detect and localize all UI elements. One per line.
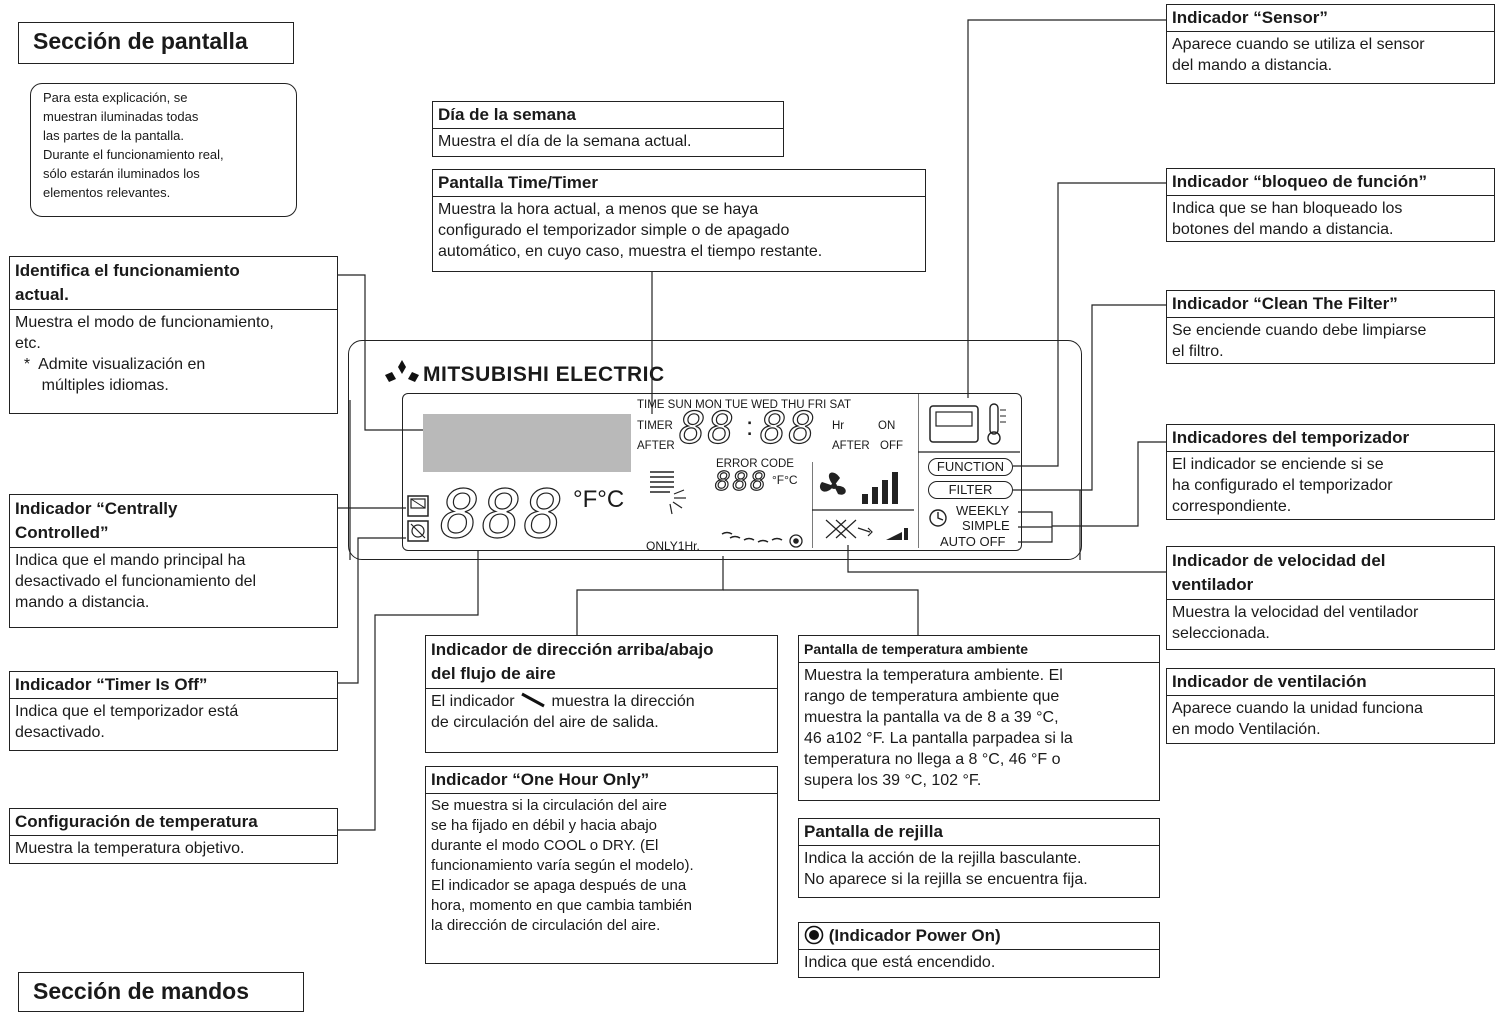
label-title: Día de la semana [433,102,783,129]
time-minutes-digits: 88 [760,403,817,454]
room-temp-digits: 888 [715,467,768,497]
label-line: temperatura no llega a 8 °C, 46 °F o [804,751,1061,768]
label-body: Indica que está encendido. [804,954,996,971]
label-line: ventilador [1172,575,1254,594]
label-line: Identifica el funcionamiento [15,261,240,280]
brand-name: MITSUBISHI ELECTRIC [423,363,665,386]
label-line: muestra la pantalla va de 8 a 39 °C, [804,709,1059,726]
weekday-labels: TIME SUN MON TUE WED THU FRI SAT [637,399,852,411]
label-function-lock [1166,168,1495,242]
label-line: múltiples idiomas. [15,377,169,394]
auto-off-label: AUTO OFF [940,534,1006,549]
label-centrally-controlled [9,494,338,628]
label-line: funcionamiento varía según el modelo). [431,857,694,874]
label-title: Indicadores del temporizador [1167,425,1494,452]
label-line: Indicador de dirección arriba/abajo [431,640,714,659]
off-label: OFF [880,440,903,452]
label-line: durante el modo COOL o DRY. (El [431,837,659,854]
label-identifica [9,256,338,414]
time-hours-digits: 88 [679,403,736,454]
label-power-on [798,922,1160,978]
label-line: en modo Ventilación. [1172,721,1321,738]
label-line: Muestra la temperatura ambiente. El [804,667,1063,684]
label-body [10,548,337,615]
label-line: mando a distancia. [15,594,150,611]
label-line: de circulación del aire de salida. [431,714,659,731]
label-line: el filtro. [1172,343,1224,360]
label-body [1167,32,1494,78]
hr-label: Hr [832,420,845,432]
note-line: muestran iluminadas todas [43,109,199,124]
label-line: 46 a102 °F. La pantalla parpadea si la [804,730,1073,747]
label-line: Aparece cuando se utiliza el sensor [1172,36,1425,53]
label-line: del flujo de aire [431,664,556,683]
label-body [1167,696,1494,742]
label-line: Indica la acción de la rejilla basculante. [804,850,1082,867]
function-lock-indicator: FUNCTION [928,458,1013,476]
label-line [431,691,772,712]
label-body [10,699,337,745]
label-title: Pantalla de temperatura ambiente [799,636,1159,663]
label-line: del mando a distancia. [1172,57,1333,74]
label-line: Se enciende cuando debe limpiarse [1172,322,1427,339]
label-room-temperature [798,635,1160,801]
label-line: automático, en cuyo caso, muestra el tiempo restante. [438,243,823,260]
label-body [1167,452,1494,519]
label-title [799,923,1159,950]
note-line: las partes de la pantalla. [43,128,184,143]
label-line: desactivado el funcionamiento del [15,573,257,590]
label-body [1167,318,1494,364]
label-line: Muestra la hora actual, a menos que se haya [438,201,759,218]
label-title [1167,547,1494,600]
time-colon: : [746,411,754,441]
label-title: Indicador “One Hour Only” [426,767,777,794]
label-line: supera los 39 °C, 102 °F. [804,772,982,789]
label-title: Pantalla Time/Timer [433,170,925,197]
label-body: Muestra la temperatura objetivo. [15,840,245,857]
label-line: Indica que el mando principal ha [15,552,246,569]
label-text: (Indicador Power On) [828,926,1001,945]
label-time-timer [432,169,926,272]
label-title [10,257,337,310]
label-line: la dirección de circulación del aire. [431,917,661,934]
label-line: El indicador se apaga después de una [431,877,687,894]
room-temp-unit: °F°C [772,473,798,487]
label-title: Pantalla de rejilla [799,819,1159,846]
label-line: Controlled” [15,523,109,542]
label-body [433,197,925,264]
label-title: Indicador “bloqueo de función” [1167,169,1494,196]
label-fan-speed [1166,546,1495,650]
label-title [426,636,777,688]
label-body [426,794,777,938]
label-line: actual. [15,285,69,304]
note-line: Para esta explicación, se [43,90,188,105]
label-title: Indicador “Sensor” [1167,5,1494,32]
label-airflow-direction [425,635,778,753]
vane-direction-icon [519,692,547,708]
label-body: Muestra el día de la semana actual. [438,133,692,150]
label-clean-filter [1166,290,1495,364]
label-line: Muestra el modo de funcionamiento, [15,314,274,331]
label-line: correspondiente. [1172,498,1292,515]
temp-unit-label: °F°C [573,486,625,513]
label-body [799,846,1159,892]
error-code-label: ERROR CODE [716,458,794,470]
label-body [1167,600,1494,646]
label-dia-semana [432,101,784,157]
label-louver [798,818,1160,898]
label-title: Indicador de ventilación [1167,669,1494,696]
label-line: desactivado. [15,724,105,741]
label-line: No aparece si la rejilla se encuentra fija. [804,871,1088,888]
label-timer-indicators [1166,424,1495,520]
only-one-hour-label: ONLY1Hr. [646,539,700,553]
label-body [1167,196,1494,242]
filter-indicator: FILTER [928,481,1013,499]
note-line: Durante el funcionamiento real, [43,147,224,162]
label-body [10,310,337,398]
label-line: etc. [15,335,41,352]
label-timer-is-off [9,671,338,751]
on-label: ON [878,420,896,432]
timer-label: TIMER [637,420,673,432]
label-sensor [1166,4,1495,84]
note-line: sólo estarán iluminados los [43,166,200,181]
label-line: Indica que se han bloqueado los [1172,200,1403,217]
label-line: Aparece cuando la unidad funciona [1172,700,1423,717]
set-temperature-digits: 888 [440,476,566,553]
label-body [426,688,777,735]
label-line: Se muestra si la circulación del aire [431,797,667,814]
label-line: Muestra la velocidad del ventilador [1172,604,1419,621]
next-section-title: Sección de mandos [18,972,304,1012]
label-text: El indicador [431,693,515,710]
label-line: El indicador se enciende si se [1172,456,1384,473]
power-on-icon [804,925,824,945]
label-title: Indicador “Timer Is Off” [10,672,337,699]
label-line: Indicador “Centrally [15,499,178,518]
label-line: * Admite visualización en [15,356,206,373]
label-text: muestra la dirección [551,693,695,710]
note-line: elementos relevantes. [43,185,171,200]
label-ventilation [1166,668,1495,744]
label-body [799,663,1159,793]
label-line: se ha fijado en débil y hacia abajo [431,817,657,834]
label-line: hora, momento en que cambia también [431,897,692,914]
label-line: rango de temperatura ambiente que [804,688,1060,705]
label-title: Indicador “Clean The Filter” [1167,291,1494,318]
simple-label: SIMPLE [962,518,1010,533]
label-title [10,495,337,548]
weekly-label: WEEKLY [956,503,1010,518]
label-line: configurado el temporizador simple o de apagado [438,222,790,239]
label-line: Indica que el temporizador está [15,703,239,720]
section-title: Sección de pantalla [18,22,294,64]
label-line: seleccionada. [1172,625,1270,642]
label-line: ha configurado el temporizador [1172,477,1393,494]
label-title: Configuración de temperatura [10,809,337,836]
label-line: Indicador de velocidad del [1172,551,1386,570]
label-line: botones del mando a distancia. [1172,221,1394,238]
after-off-label: AFTER [832,440,870,452]
after-label: AFTER [637,440,675,452]
label-one-hour-only [425,766,778,964]
label-config-temperatura [9,808,338,864]
